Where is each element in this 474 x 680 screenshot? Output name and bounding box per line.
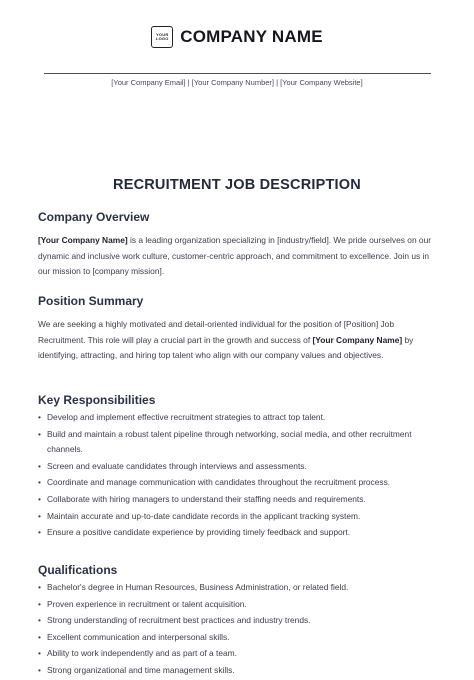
list-item: • Ensure a positive candidate experience by providing timely feedback and support. — [38, 525, 438, 541]
list-item: • Ability to work independently and as part of a team. — [38, 646, 438, 662]
logo-text-line1: YOUR — [156, 31, 169, 37]
position-summary-text-end: by identifying, attracting, and hiring top talent who align with our company values and objectives. — [38, 334, 414, 361]
list-item: • Maintain accurate and up-to-date candidate records in the applicant tracking system. — [38, 509, 438, 525]
responsibilities-list — [38, 410, 438, 542]
list-item: • Proven experience in recruitment or talent acquisition. — [38, 597, 438, 613]
section-heading-position-summary: Position Summary — [38, 294, 144, 308]
contact-info: [Your Company Email] | [Your Company Number] | [Your Company Website] — [111, 78, 363, 87]
section-heading-qualifications: Qualifications — [38, 563, 118, 577]
list-item: • Strong organizational and time management skills. — [38, 663, 438, 679]
company-overview-paragraph — [38, 233, 438, 280]
list-item: • Coordinate and manage communication with candidates throughout the recruitment process. — [38, 475, 438, 491]
company-name-placeholder: [Your Company Name] — [38, 235, 128, 245]
position-summary-paragraph — [38, 317, 438, 364]
page-title: RECRUITMENT JOB DESCRIPTION — [113, 177, 361, 193]
logo-text-line2: LOGO — [155, 36, 169, 41]
position-summary-text-start: We are seeking a highly motivated and detail-oriented individual for the position of [Position] Job Recruitment. This role will play a crucial part in the growth and success of — [38, 319, 394, 345]
list-item: • Strong understanding of recruitment best practices and industry trends. — [38, 613, 438, 629]
list-item: • Develop and implement effective recruitment strategies to attract top talent. — [38, 410, 438, 426]
list-item: • Collaborate with hiring managers to understand their staffing needs and requirements. — [38, 492, 438, 508]
letterhead — [0, 26, 474, 48]
section-heading-company-overview: Company Overview — [38, 210, 150, 224]
company-name: COMPANY NAME — [180, 27, 323, 46]
list-item: • Bachelor's degree in Human Resources, Business Administration, or related field. — [38, 580, 438, 596]
list-item: • Excellent communication and interpersonal skills. — [38, 630, 438, 646]
list-item: • Screen and evaluate candidates through interviews and assessments. — [38, 459, 438, 475]
company-name-placeholder: [Your Company Name] — [312, 334, 403, 345]
qualifications-list — [38, 580, 438, 680]
list-item: • Build and maintain a robust talent pipeline through networking, social media, and other recruitment channels. — [38, 427, 438, 458]
section-heading-key-responsibilities: Key Responsibilities — [38, 393, 156, 407]
header-divider — [44, 73, 431, 74]
logo-placeholder — [151, 26, 173, 48]
company-overview-text: is a leading organization specializing in [industry/field]. We pride ourselves on our dynamic and inclusive work culture, customer-centric approach, and commitment to excellence. Join us in our mission to [company mission]. — [38, 235, 432, 277]
